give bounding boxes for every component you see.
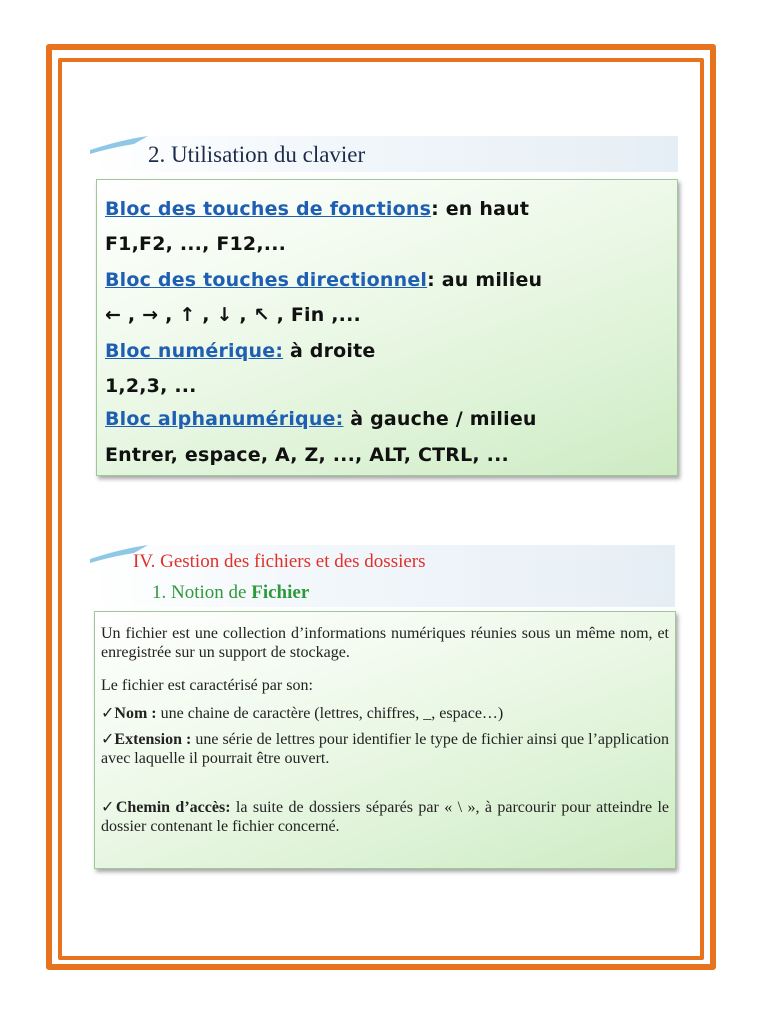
keyboard-section-title: 2. Utilisation du clavier (148, 142, 366, 167)
kb-label-functions: Bloc des touches de fonctions (105, 198, 432, 220)
kb-value-alphanumeric: à gauche / milieu (343, 408, 537, 430)
file-characterized: Le fichier est caractérisé par son: (101, 677, 313, 694)
kb-label-numeric: Bloc numérique: (105, 340, 284, 362)
file-item-name-term: Nom : (114, 705, 157, 722)
swoosh-decoration-icon (90, 136, 150, 156)
kb-sep-functions: : (431, 198, 439, 220)
kb-line-function-keys: F1,F2, ..., F12,... (105, 233, 287, 255)
kb-line-functions (105, 198, 529, 220)
keyboard-blocks-box (96, 179, 678, 476)
file-item-name (101, 704, 669, 723)
kb-line-number-keys: 1,2,3, ... (105, 375, 197, 397)
file-item-path (101, 798, 669, 836)
file-item-name-desc: une chaine de caractère (lettres, chiffres, _, espace…) (156, 705, 504, 722)
files-subtitle (152, 582, 309, 604)
check-icon: ✓ (101, 731, 115, 748)
kb-label-directional: Bloc des touches directionnel (105, 269, 428, 291)
kb-value-functions: en haut (438, 198, 530, 220)
file-item-extension-term: Extension : (114, 731, 192, 748)
file-item-path-desc: la suite de dossiers séparés par « \ », à parcourir pour atteindre le dossier contenant le fichier concerné. (101, 799, 670, 835)
file-item-extension (101, 730, 669, 768)
kb-line-directional (105, 269, 542, 291)
kb-label-alphanumeric: Bloc alphanumérique: (105, 408, 344, 430)
file-item-extension-desc: une série de lettres pour identifier le type de fichier ainsi que l’application avec laquelle il pourrait être ouvert. (101, 731, 670, 767)
kb-line-alphanumeric (105, 408, 537, 430)
files-subtitle-prefix: 1. Notion de (152, 582, 252, 603)
file-item-path-term: Chemin d’accès: (115, 799, 231, 816)
kb-line-arrow-keys: ← , → , ↑ , ↓ , ↖ , Fin ,... (105, 304, 361, 326)
files-subtitle-bold: Fichier (251, 582, 310, 603)
check-icon: ✓ (101, 799, 116, 816)
check-icon: ✓ (101, 705, 115, 722)
file-intro: Un fichier est une collection d’informations numériques réunies sous un même nom, et enregistrée sur un support de stockage. (101, 625, 669, 661)
kb-line-alpha-keys: Entrer, espace, A, Z, ..., ALT, CTRL, ... (105, 444, 509, 466)
kb-line-numeric (105, 340, 376, 362)
kb-value-numeric: à droite (283, 340, 376, 362)
files-section-title: IV. Gestion des fichiers et des dossiers (133, 551, 426, 572)
file-notion-box (94, 611, 676, 869)
kb-value-directional: au milieu (434, 269, 543, 291)
kb-sep-directional: : (427, 269, 435, 291)
